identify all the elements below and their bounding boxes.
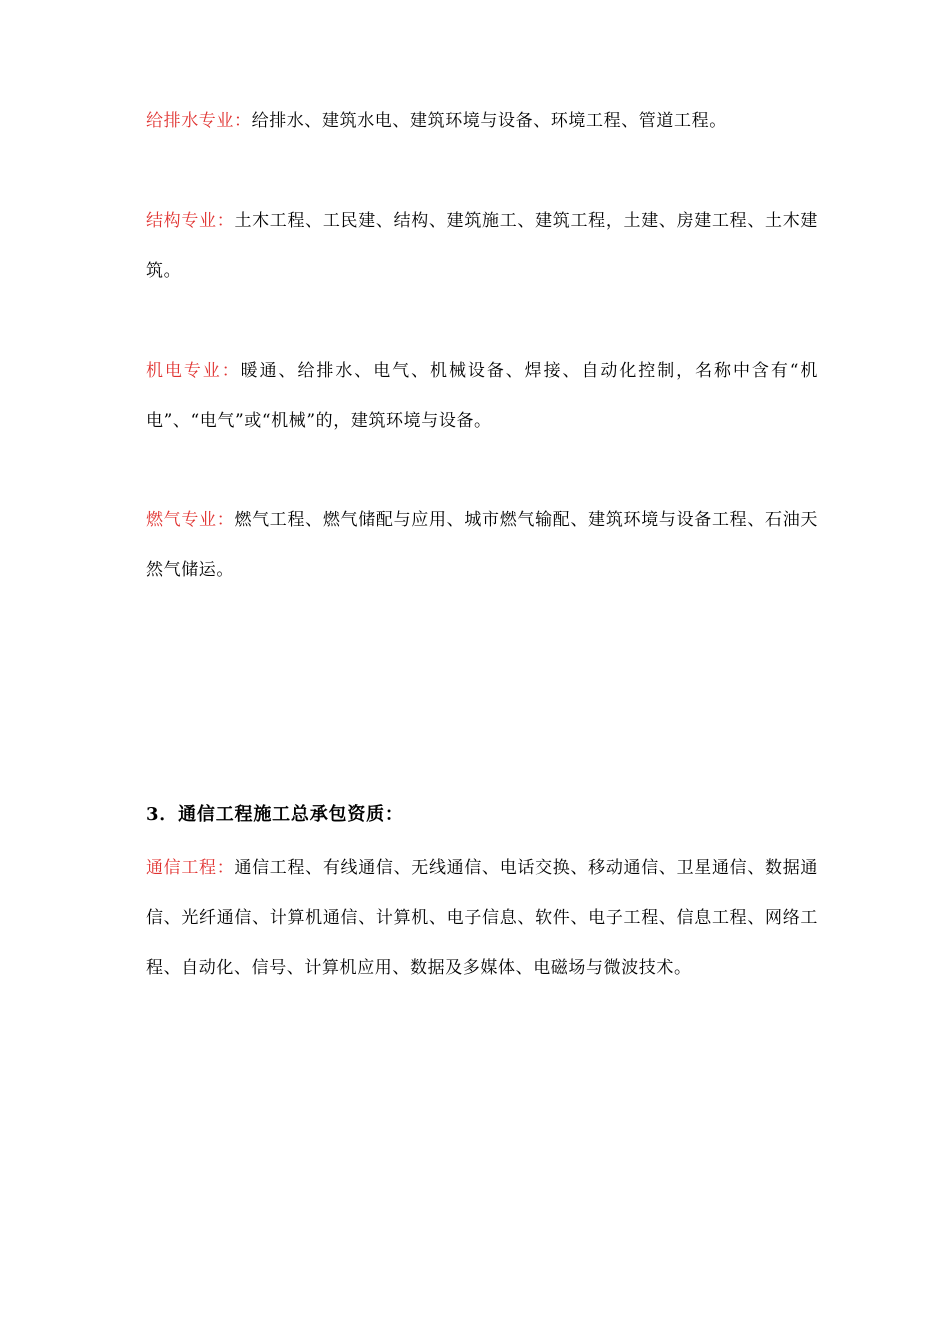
section-gas: [146, 495, 818, 595]
section-text: 燃气工程、燃气储配与应用、城市燃气输配、建筑环境与设备工程、石油天然气储运。: [146, 510, 818, 580]
section-text: 土木工程、工民建、结构、建筑施工、建筑工程，土建、房建工程、土木建筑。: [146, 211, 818, 281]
section-label: 通信工程：: [146, 858, 235, 878]
section-label: 机电专业：: [146, 361, 241, 381]
section-telecom: [146, 843, 818, 993]
section-label: 结构专业：: [146, 211, 235, 231]
section-electromechanical: [146, 346, 818, 446]
section-text: 暖通、给排水、电气、机械设备、焊接、自动化控制，名称中含有“机电”、“电气”或“机械”的，建筑环境与设备。: [146, 361, 818, 431]
section-label: 燃气专业：: [146, 510, 235, 530]
section-structure: [146, 196, 818, 296]
section-heading: 3．通信工程施工总承包资质：: [146, 804, 404, 825]
section-text: 通信工程、有线通信、无线通信、电话交换、移动通信、卫星通信、数据通信、光纤通信、计算机通信、计算机、电子信息、软件、电子工程、信息工程、网络工程、自动化、信号、计算机应用、数据及多媒体、电磁场与微波技术。: [146, 858, 818, 978]
section-water-supply: [146, 96, 818, 146]
section-text: 给排水、建筑水电、建筑环境与设备、环境工程、管道工程。: [251, 111, 727, 131]
section-label: 给排水专业：: [146, 111, 252, 131]
